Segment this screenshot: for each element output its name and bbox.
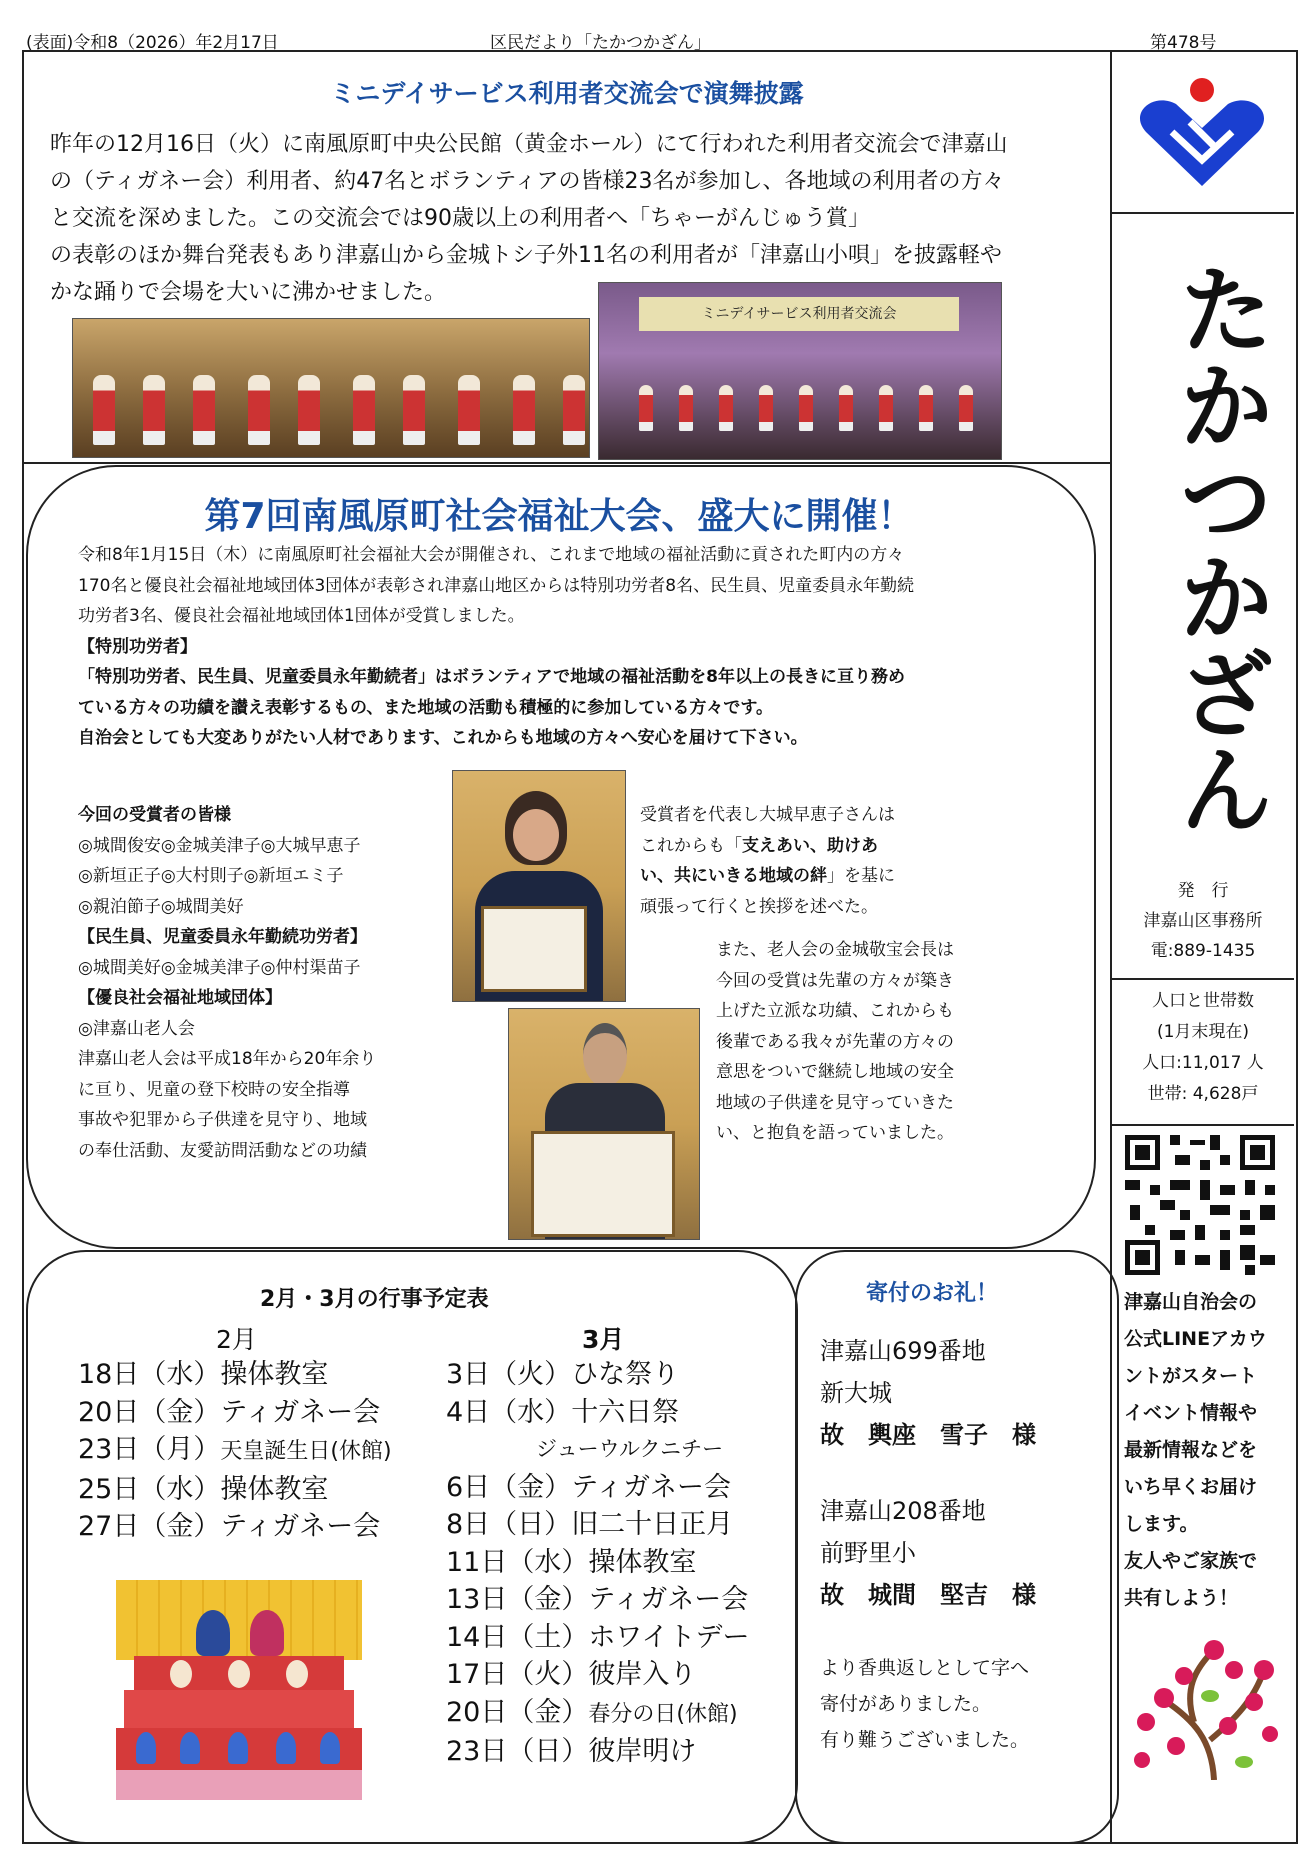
donation-title: 寄付のお礼！	[866, 1281, 999, 1306]
event-row	[446, 1394, 750, 1432]
population-box	[1112, 986, 1294, 1110]
divider	[1112, 978, 1294, 980]
text-line: 寄付がありました。	[820, 1693, 992, 1715]
mar-label: 3月	[582, 1325, 625, 1354]
event-date: 25日（水）	[78, 1473, 221, 1505]
donation-list	[820, 1330, 1036, 1616]
event-row	[446, 1656, 750, 1694]
schedule-title: 2月・3月の行事予定表	[260, 1287, 489, 1312]
chairman-speech	[716, 935, 1016, 1149]
event-row	[446, 1733, 750, 1771]
plum-blossom-icon	[1124, 1630, 1284, 1780]
event-name: ティガネー会	[571, 1471, 732, 1503]
divider	[1112, 1124, 1294, 1126]
text-line: 津嘉山自治会の	[1124, 1291, 1258, 1313]
event-row	[78, 1471, 392, 1509]
text-line: イベント情報や	[1124, 1402, 1258, 1424]
list-item: 津嘉山老人会は平成18年から20年余り	[78, 1049, 377, 1069]
feb-label: 2月	[216, 1325, 257, 1354]
text-line: 功労者3名、優良社会福祉地域団体1団体が受賞しました。	[78, 606, 525, 626]
donor-address: 津嘉山208番地	[820, 1497, 986, 1525]
event-date: 23日（日）	[446, 1736, 589, 1767]
event-date: 11日（水）	[446, 1546, 589, 1578]
event-date: 20日（金）	[446, 1696, 589, 1728]
list-item: ◎新垣正子◎大村則子◎新垣エミ子	[78, 866, 344, 886]
representative-speech: 受賞者を代表し大城早恵子さんは これからも「支えあい、助けあ い、共にいきる地域の絆」を基に 頑張って行くと挨拶を述べた。	[640, 800, 1000, 922]
event-date: 14日（土）	[446, 1621, 589, 1653]
event-row	[446, 1469, 750, 1507]
line-announcement	[1124, 1284, 1294, 1617]
award-photo-man	[508, 1008, 700, 1240]
population-date: (1月末現在)	[1156, 1022, 1250, 1042]
text-line: 今回の受賞は先輩の方々が築き	[716, 970, 954, 991]
line-qr-code[interactable]	[1120, 1130, 1280, 1280]
event-name: ひな祭り	[571, 1359, 680, 1390]
award-photo-woman	[452, 770, 626, 1002]
event-name: ホワイトデー	[588, 1621, 750, 1653]
donor-address: 津嘉山699番地	[820, 1337, 986, 1365]
donor-name: 故 輿座 雪子 様	[820, 1421, 1036, 1449]
article1-title: ミニデイサービス利用者交流会で演舞披露	[330, 79, 804, 108]
text-line: の表彰のほか舞台発表もあり津嘉山から金城トシ子外11名の利用者が「津嘉山小唄」を披露軽や	[50, 243, 1002, 268]
donor-family: 新大城	[820, 1379, 892, 1407]
phone-number: 電:889-1435	[1150, 941, 1256, 961]
text-line: 意思をついで継続し地域の安全	[716, 1062, 954, 1082]
winners-heading: 今回の受賞者の皆様	[78, 805, 231, 825]
text-line: 【特別功労者】	[78, 636, 197, 657]
list-item: ◎城間美好◎金城美津子◎仲村渠苗子	[78, 957, 361, 978]
stage-banner: ミニデイサービス利用者交流会	[639, 297, 959, 331]
text-line: 令和8年1月15日（木）に南風原町社会福祉大会が開催され、これまで地域の福祉活動に貢された町内の方々	[78, 545, 905, 565]
event-row	[446, 1581, 750, 1619]
list-item: の奉仕活動、友愛訪問活動などの功績	[78, 1140, 367, 1161]
qr-code-icon	[1120, 1130, 1280, 1280]
dance-photo-1	[72, 318, 590, 458]
list-item: ◎城間俊安◎金城美津子◎大城早恵子	[78, 835, 361, 856]
text-line: の（ティガネー会）利用者、約47名とボランティアの皆様23名が参加し、各地域の利用者の方々	[50, 169, 1005, 194]
text-line: 受賞者を代表し大城早恵子さんは	[640, 805, 895, 825]
text-line: 共有しよう！	[1124, 1587, 1239, 1609]
village-logo-icon	[1132, 74, 1272, 194]
event-name: 旧二十日正月	[571, 1509, 734, 1540]
donor-family: 前野里小	[820, 1539, 916, 1567]
event-date: 20日（金）	[78, 1396, 221, 1428]
text-line: 170名と優良社会福祉地域団体3団体が表彰され津嘉山地区からは特別功労者8名、民生員、児童委員永年勤続	[78, 575, 915, 596]
text-line: いち早くお届け	[1124, 1476, 1258, 1498]
text-line: 最新情報などを	[1124, 1439, 1258, 1461]
event-date: 8日（日）	[446, 1509, 572, 1540]
event-date: 23日（月）	[78, 1434, 221, 1465]
article2-title: 第7回南風原町社会福祉大会、盛大に開催！	[204, 496, 914, 537]
text-line: 友人やご家族で	[1124, 1550, 1258, 1572]
text-line: い、と抱負を語っていました。	[716, 1123, 954, 1143]
household-count: 世帯: 4,628戸	[1147, 1084, 1259, 1104]
text-line: します。	[1124, 1513, 1199, 1535]
population-title: 人口と世帯数	[1152, 991, 1254, 1011]
masthead-title: たかつかざん	[1163, 260, 1276, 836]
event-name: 操体教室	[220, 1359, 329, 1390]
dance-photo-2	[598, 282, 1002, 460]
sidebar-masthead	[1112, 52, 1292, 872]
group-heading: 【優良社会福祉地域団体】	[78, 988, 282, 1008]
hina-doll-illustration	[116, 1580, 362, 1812]
donation-footer	[820, 1650, 1029, 1758]
event-name: 操体教室	[220, 1473, 329, 1505]
header-date: (表面)令和8（2026）年2月17日	[26, 33, 279, 53]
text-line: かな踊りで会場を大いに沸かせました。	[50, 280, 447, 305]
event-name: 彼岸明け	[588, 1736, 697, 1767]
event-row	[446, 1694, 750, 1734]
header-publication: 区民だより「たかつかざん」	[490, 33, 711, 53]
text-line: ントがスタート	[1124, 1365, 1258, 1387]
event-name: ティガネー会	[220, 1396, 381, 1428]
text-line: 後輩である我々が先輩の方々の	[716, 1031, 954, 1052]
issuer-name: 津嘉山区事務所	[1143, 911, 1263, 931]
event-row	[446, 1619, 750, 1657]
text-line: また、老人会の金城敬宝会長は	[716, 940, 954, 960]
list-item: ◎親泊節子◎城間美好	[78, 896, 244, 917]
issuer-label: 発 行	[1177, 881, 1229, 901]
article2-body	[78, 540, 1068, 754]
event-date: 18日（水）	[78, 1359, 221, 1390]
winners-list	[78, 800, 438, 1166]
event-name: ティガネー会	[220, 1511, 381, 1542]
text-line: ている方々の功績を讃え表彰するもの、また地域の活動も積極的に参加している方々です。	[78, 697, 773, 718]
text-line: 「特別功労者、民生員、児童委員永年勤続者」はボランティアで地域の福祉活動を8年以上の長きに亘り務め	[78, 667, 905, 687]
event-name: 操体教室	[588, 1546, 697, 1578]
donor-name: 故 城間 堅吉 様	[820, 1581, 1036, 1609]
event-name: ティガネー会	[588, 1584, 749, 1615]
event-row	[446, 1544, 750, 1582]
event-date: 27日（金）	[78, 1511, 221, 1542]
event-row	[446, 1356, 750, 1394]
population-count: 人口:11,017 人	[1142, 1053, 1264, 1073]
header-issue: 第478号	[1150, 33, 1217, 53]
event-name: 十六日祭	[571, 1396, 680, 1428]
event-date: 4日（水）	[446, 1396, 572, 1428]
list-item: ◎津嘉山老人会	[78, 1018, 195, 1039]
publisher-info	[1112, 876, 1294, 966]
event-row	[78, 1394, 392, 1432]
event-name: 彼岸入り	[588, 1659, 697, 1690]
text-line: 自治会としても大変ありがたい人材であります、これからも地域の方々へ安心を届けて下さい。	[78, 728, 808, 748]
event-date: 3日（火）	[446, 1359, 572, 1390]
text-line: 公式LINEアカウ	[1124, 1328, 1267, 1350]
text-line: と交流を深めました。この交流会では90歳以上の利用者へ「ちゃーがんじゅう賞」	[50, 206, 870, 231]
event-row	[446, 1506, 750, 1544]
mar-event-list	[446, 1356, 750, 1771]
text-line: 上げた立派な功績、これからも	[716, 1001, 954, 1021]
event-date: 17日（火）	[446, 1659, 589, 1690]
event-name: 春分の日(休館)	[588, 1701, 738, 1727]
event-row	[78, 1431, 392, 1471]
list-item: 事故や犯罪から子供達を見守り、地域	[78, 1110, 367, 1130]
feb-event-list	[78, 1356, 392, 1546]
event-name: 天皇誕生日(休館)	[220, 1439, 392, 1464]
event-name: ジューウルクニチー	[536, 1437, 724, 1461]
text-line: より香典返しとして字へ	[820, 1657, 1030, 1679]
minsei-heading: 【民生員、児童委員永年勤続功労者】	[78, 927, 367, 947]
text-line: 頑張って行くと挨拶を述べた。	[640, 896, 878, 917]
list-item: に亘り、児童の登下校時の安全指導	[78, 1079, 350, 1100]
text-line: 有り難うございました。	[820, 1729, 1030, 1751]
event-row	[78, 1508, 392, 1546]
event-date: 13日（金）	[446, 1584, 589, 1615]
event-row	[78, 1356, 392, 1394]
text-line: 地域の子供達を見守っていきた	[716, 1092, 954, 1113]
text-line: 昨年の12月16日（火）に南風原町中央公民館（黄金ホール）にて行われた利用者交流会で津嘉山	[50, 132, 1008, 157]
event-date: 6日（金）	[446, 1471, 572, 1503]
event-row	[446, 1431, 750, 1469]
